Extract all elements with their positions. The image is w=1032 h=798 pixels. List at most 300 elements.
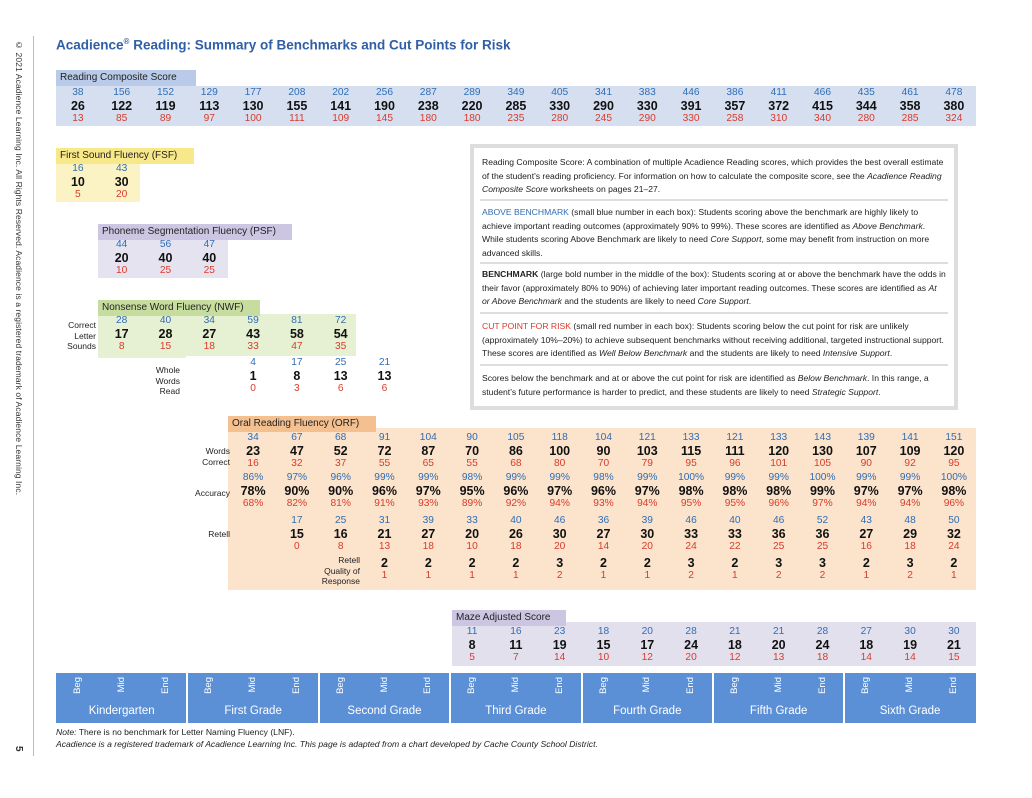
legend-divider <box>480 364 948 366</box>
nwf-cls-cell-above: 59 <box>247 315 259 326</box>
orf-rqr-cell <box>496 556 536 582</box>
composite-cell-cut: 89 <box>159 113 172 124</box>
orf-retell-cell-cut: 24 <box>685 541 697 552</box>
maze-cell-cut: 5 <box>469 652 475 663</box>
orf-wc-cell-cut: 65 <box>422 458 434 469</box>
fsf-cell-benchmark: 10 <box>70 175 85 189</box>
orf-acc-cell-above: 100% <box>940 472 967 483</box>
composite-cell <box>146 87 186 125</box>
period-tick: Beg <box>728 677 740 694</box>
composite-cell-benchmark: 330 <box>636 99 658 113</box>
psf-cell-cut: 25 <box>203 265 215 276</box>
composite-cell-above: 289 <box>463 87 481 98</box>
composite-cell-cut: 245 <box>595 113 612 124</box>
composite-cell <box>408 87 448 125</box>
maze-cell-above: 27 <box>860 626 872 637</box>
orf-rqr-cell <box>584 556 624 582</box>
orf-retell-cell-cut: 18 <box>904 541 916 552</box>
orf-retell-cell-benchmark: 16 <box>333 527 348 541</box>
composite-cell-benchmark: 220 <box>461 99 483 113</box>
orf-retell-cell-above: 33 <box>466 515 478 526</box>
orf-wc-cell-benchmark: 72 <box>377 444 392 458</box>
legend-italic: Acadience Reading Composite Score <box>482 170 942 194</box>
orf-retell-cell-benchmark: 27 <box>859 527 874 541</box>
maze-cell-above: 20 <box>641 626 653 637</box>
period-tick: Beg <box>466 677 478 694</box>
maze-cell-benchmark: 11 <box>509 638 523 652</box>
maze-cell-benchmark: 24 <box>815 638 830 652</box>
orf-retell-cell <box>452 515 492 553</box>
row-label-rqr <box>300 555 360 587</box>
orf-retell-cell-above: 40 <box>729 515 741 526</box>
orf-retell-cell-above: 43 <box>860 515 872 526</box>
maze-cell-above: 30 <box>904 626 916 637</box>
orf-wc-cell-cut: 80 <box>554 458 566 469</box>
maze-cell <box>540 626 580 664</box>
orf-acc-cell-above: 99% <box>549 472 570 483</box>
composite-cell <box>627 87 667 125</box>
orf-retell-cell-above: 17 <box>291 515 303 526</box>
nwf-cls-cell <box>233 315 273 353</box>
maze-cell <box>452 626 492 664</box>
orf-retell-cell-above: 36 <box>597 515 610 526</box>
orf-acc-cell-above: 99% <box>637 472 658 483</box>
period-tick: Beg <box>860 677 872 694</box>
orf-retell-cell-cut: 22 <box>729 541 741 552</box>
orf-acc-cell <box>803 472 843 510</box>
orf-rqr-cell-benchmark: 2 <box>731 556 739 570</box>
orf-acc-cell-cut: 95% <box>724 498 746 509</box>
orf-wc-cell <box>365 432 405 470</box>
maze-cell <box>846 626 886 664</box>
orf-retell-cell-above: 39 <box>641 515 653 526</box>
maze-cell-benchmark: 20 <box>771 638 786 652</box>
orf-wc-cell <box>321 432 361 470</box>
orf-rqr-cell-benchmark: 2 <box>600 556 607 570</box>
composite-cell <box>277 87 317 125</box>
composite-cell-benchmark: 119 <box>155 99 176 113</box>
orf-rqr-cell <box>759 556 799 582</box>
orf-retell-cell-above: 46 <box>685 515 697 526</box>
psf-cell-benchmark: 40 <box>202 251 217 265</box>
composite-cell <box>846 87 886 125</box>
orf-acc-cell-above: 100% <box>809 472 836 483</box>
orf-rqr-cell <box>408 556 448 582</box>
fsf-cell-above: 16 <box>72 163 84 174</box>
composite-cell-cut: 310 <box>770 113 788 124</box>
legend-italic: Above Benchmark <box>852 220 923 231</box>
orf-acc-cell-above: 97% <box>286 472 308 483</box>
maze-cell-above: 28 <box>685 626 697 637</box>
orf-acc-cell <box>759 472 799 510</box>
orf-retell-cell-benchmark: 30 <box>640 527 655 541</box>
orf-acc-cell-above: 99% <box>856 472 877 483</box>
nwf-wwr-cell-above: 17 <box>291 357 303 368</box>
row-label-line: Correct <box>202 456 230 467</box>
composite-cell-benchmark: 344 <box>855 99 877 113</box>
legend-italic: Core Support <box>697 296 749 306</box>
row-label-line: Words <box>155 375 180 386</box>
orf-wc-cell <box>759 432 799 470</box>
composite-cell-benchmark: 415 <box>812 99 833 113</box>
nwf-wwr-cell-cut: 0 <box>250 383 256 394</box>
period-tick: End <box>422 677 434 694</box>
orf-acc-cell-cut: 93% <box>418 498 439 509</box>
row-label-wwr <box>136 365 180 397</box>
legend-text: . <box>748 296 752 306</box>
period-tick: Mid <box>509 677 521 693</box>
orf-wc-cell-benchmark: 87 <box>421 444 436 458</box>
maze-cell-above: 28 <box>816 626 829 637</box>
legend-divider <box>480 312 948 314</box>
composite-cell-cut: 97 <box>203 113 215 124</box>
orf-wc-cell-above: 104 <box>595 432 612 443</box>
composite-cell-cut: 180 <box>463 113 481 124</box>
note-text: There is no benchmark for Letter Naming Fluency (LNF). <box>76 727 295 737</box>
row-label-line: Read <box>159 386 180 396</box>
orf-retell-cell <box>584 515 624 553</box>
orf-wc-cell <box>452 432 492 470</box>
composite-cell <box>890 87 930 125</box>
maze-cell-above: 21 <box>729 626 741 637</box>
orf-retell-cell <box>846 515 886 553</box>
orf-wc-cell-above: 143 <box>814 432 831 443</box>
orf-acc-cell-benchmark: 97% <box>547 484 573 498</box>
legend-divider <box>480 262 948 264</box>
orf-retell-cell-benchmark: 26 <box>508 527 523 541</box>
orf-wc-cell-above: 151 <box>945 432 963 443</box>
legend-text: . In this range, a student's future performance is harder to predict, and these students are likely to need <box>482 373 929 397</box>
orf-wc-cell-benchmark: 115 <box>681 444 702 458</box>
orf-retell-cell <box>759 515 799 553</box>
orf-wc-cell-above: 139 <box>857 432 875 443</box>
orf-acc-cell-cut: 97% <box>812 498 833 509</box>
orf-wc-cell-cut: 92 <box>904 458 916 469</box>
maze-cell-benchmark: 8 <box>468 638 476 652</box>
orf-acc-cell-cut: 94% <box>899 498 921 509</box>
orf-wc-cell-cut: 55 <box>378 458 391 469</box>
maze-cell-above: 18 <box>597 626 610 637</box>
orf-wc-cell-cut: 96 <box>729 458 741 469</box>
nwf-cls-cell-above: 40 <box>159 315 172 326</box>
maze-cell-benchmark: 17 <box>640 638 655 652</box>
composite-cell-cut: 145 <box>376 113 393 124</box>
orf-acc-cell-above: 98% <box>593 472 614 483</box>
orf-acc-cell-benchmark: 96% <box>371 484 398 498</box>
fsf-cell-cut: 5 <box>75 189 81 200</box>
legend-italic: Core Support <box>710 234 762 244</box>
orf-wc-cell <box>846 432 886 470</box>
orf-acc-cell <box>496 472 536 510</box>
orf-retell-cell-cut: 0 <box>294 541 300 552</box>
composite-cell-above: 202 <box>332 87 350 98</box>
maze-cell <box>715 626 755 664</box>
orf-wc-cell-above: 90 <box>466 432 478 443</box>
nwf-cls-cell-benchmark: 54 <box>333 327 348 341</box>
grade-separator <box>449 673 451 723</box>
orf-retell-cell-above: 25 <box>335 515 347 526</box>
orf-wc-cell <box>671 432 711 470</box>
composite-cell-cut: 258 <box>726 113 744 124</box>
legend-italic: Strategic Support <box>811 386 879 397</box>
maze-cell-cut: 7 <box>513 652 519 663</box>
orf-wc-cell-benchmark: 23 <box>246 444 261 458</box>
orf-retell-cell <box>671 515 711 553</box>
legend-text: (large bold number in the middle of the box): Students scoring at or above the benchmark have the odds in their favor (approximately 80% to 90%) of achieving later important reading outcomes. These scores are identified as <box>482 269 946 293</box>
legend-below <box>482 372 946 399</box>
period-tick: End <box>290 677 302 694</box>
composite-cell-cut: 280 <box>551 113 569 124</box>
orf-acc-cell-cut: 89% <box>461 498 483 509</box>
orf-retell-cell-cut: 13 <box>378 541 391 552</box>
orf-wc-cell-above: 133 <box>682 432 700 443</box>
orf-acc-cell-benchmark: 98% <box>722 484 748 498</box>
nwf-cls-cell-cut: 35 <box>335 341 347 352</box>
maze-cell <box>627 626 667 664</box>
orf-rqr-cell-benchmark: 2 <box>950 556 958 570</box>
nwf-cls-cell-cut: 15 <box>159 341 172 352</box>
composite-cell-above: 256 <box>376 87 393 98</box>
composite-cell-above: 461 <box>901 87 919 98</box>
composite-cell-above: 386 <box>726 87 744 98</box>
orf-wc-cell-benchmark: 86 <box>508 444 523 458</box>
title-brand: Acadience <box>56 37 124 53</box>
fsf-label: First Sound Fluency (FSF) <box>56 148 194 164</box>
maze-cell <box>584 626 624 664</box>
period-tick: Mid <box>247 677 259 693</box>
composite-cell-benchmark: 141 <box>330 99 352 113</box>
period-tick: End <box>947 677 959 694</box>
orf-retell-cell-benchmark: 32 <box>946 527 961 541</box>
composite-cell-benchmark: 372 <box>768 99 790 113</box>
orf-rqr-cell-cut: 2 <box>819 570 826 581</box>
maze-cell-benchmark: 19 <box>903 638 918 652</box>
composite-cell <box>189 87 229 125</box>
grade-separator <box>318 673 320 723</box>
nwf-wwr-cell-above: 21 <box>378 357 391 368</box>
nwf-cls-cell-benchmark: 43 <box>246 327 261 341</box>
row-label-line: Accuracy <box>195 488 230 498</box>
orf-retell-cell-above: 52 <box>816 515 829 526</box>
maze-cell-cut: 14 <box>904 652 916 663</box>
orf-acc-cell-above: 99% <box>899 472 921 483</box>
psf-cell-benchmark: 20 <box>114 251 129 265</box>
orf-retell-cell-above: 50 <box>948 515 960 526</box>
orf-retell-cell-cut: 14 <box>597 541 610 552</box>
legend-cut-heading: CUT POINT FOR RISK <box>482 321 571 331</box>
orf-wc-cell-benchmark: 130 <box>812 444 833 458</box>
orf-wc-cell-cut: 90 <box>860 458 872 469</box>
orf-wc-cell <box>233 432 273 470</box>
composite-cell-benchmark: 130 <box>242 99 264 113</box>
orf-retell-cell-above: 46 <box>554 515 566 526</box>
orf-rqr-cell-benchmark: 2 <box>468 556 476 570</box>
composite-cell-above: 156 <box>113 87 131 98</box>
period-tick: Mid <box>772 677 784 693</box>
orf-retell-cell-benchmark: 27 <box>596 527 611 541</box>
composite-cell-benchmark: 391 <box>680 99 702 113</box>
composite-cell-above: 208 <box>288 87 306 98</box>
fsf-cell <box>58 163 98 201</box>
composite-cell <box>58 87 98 125</box>
orf-wc-cell-benchmark: 111 <box>725 444 745 458</box>
fsf-cell <box>102 163 142 201</box>
orf-wc-cell-above: 91 <box>378 432 391 443</box>
orf-retell-cell <box>277 515 317 553</box>
nwf-cls-cell-benchmark: 28 <box>158 327 173 341</box>
nwf-wwr-cell-cut: 3 <box>294 383 300 394</box>
orf-wc-cell-benchmark: 47 <box>289 444 304 458</box>
composite-cell <box>540 87 580 125</box>
legend-text: . <box>878 386 881 397</box>
orf-wc-cell-above: 121 <box>638 432 656 443</box>
legend-text: worksheets on pages 21–27. <box>547 184 661 194</box>
period-tick: Mid <box>641 677 653 693</box>
orf-wc-cell-cut: 68 <box>510 458 522 469</box>
legend-box <box>470 144 958 410</box>
orf-wc-cell-cut: 95 <box>685 458 697 469</box>
composite-cell-benchmark: 290 <box>593 99 614 113</box>
orf-acc-cell-cut: 94% <box>856 498 877 509</box>
left-rule <box>33 36 34 756</box>
orf-retell-cell-benchmark: 33 <box>684 527 699 541</box>
orf-rqr-cell-cut: 2 <box>907 570 913 581</box>
orf-rqr-cell <box>627 556 667 582</box>
nwf-wwr-cell-benchmark: 1 <box>249 369 257 383</box>
composite-cell-above: 435 <box>857 87 875 98</box>
maze-cell-above: 30 <box>948 626 960 637</box>
nwf-cls-cell-cut: 18 <box>203 341 215 352</box>
row-label-line: Correct <box>68 320 96 330</box>
note-lead: Note: <box>56 727 77 737</box>
maze-cell-cut: 18 <box>816 652 829 663</box>
grade-label: Kindergarten <box>88 705 155 717</box>
orf-rqr-cell-benchmark: 2 <box>862 556 870 570</box>
nwf-cls-cell-above: 28 <box>116 315 128 326</box>
legend-text: (small blue number in each box): Students scoring above the benchmark are highly likely to achieve important reading outcomes (approximately 90% to 99%). These scores are identified as <box>482 207 919 231</box>
nwf-cls-cell-cut: 33 <box>247 341 259 352</box>
orf-acc-cell <box>584 472 624 510</box>
orf-acc-cell-above: 100% <box>678 472 705 483</box>
nwf-wwr-cell-benchmark: 13 <box>333 369 348 383</box>
maze-cell <box>671 626 711 664</box>
orf-acc-cell <box>890 472 930 510</box>
composite-cell-cut: 235 <box>507 113 525 124</box>
note-lnf <box>56 727 295 737</box>
orf-rqr-cell-benchmark: 3 <box>906 556 914 570</box>
maze-cell-cut: 10 <box>597 652 610 663</box>
orf-acc-cell <box>671 472 711 510</box>
orf-wc-cell-above: 133 <box>770 432 788 443</box>
orf-rqr-cell-cut: 1 <box>513 570 519 581</box>
composite-cell <box>671 87 711 125</box>
maze-cell-cut: 20 <box>685 652 697 663</box>
orf-rqr-cell-cut: 1 <box>600 570 607 581</box>
orf-wc-cell <box>277 432 317 470</box>
orf-acc-cell <box>277 472 317 510</box>
nwf-wwr-cell-above: 4 <box>250 357 256 368</box>
psf-label: Phoneme Segmentation Fluency (PSF) <box>98 224 292 240</box>
psf-cell-above: 44 <box>116 239 128 250</box>
orf-rqr-cell <box>715 556 755 582</box>
orf-rqr-cell <box>540 556 580 582</box>
maze-cell <box>890 626 930 664</box>
orf-acc-cell-cut: 95% <box>680 498 702 509</box>
orf-rqr-cell-cut: 2 <box>688 570 694 581</box>
orf-wc-cell-cut: 37 <box>335 458 347 469</box>
composite-cell-benchmark: 26 <box>70 99 85 113</box>
maze-cell <box>934 626 974 664</box>
nwf-cls-cell-above: 81 <box>291 315 303 326</box>
orf-acc-cell-above: 99% <box>374 472 395 483</box>
orf-wc-cell <box>627 432 667 470</box>
grade-separator <box>843 673 845 723</box>
orf-retell-cell <box>627 515 667 553</box>
orf-acc-cell-benchmark: 98% <box>766 484 792 498</box>
orf-rqr-cell-benchmark: 3 <box>687 556 695 570</box>
orf-acc-cell-cut: 91% <box>374 498 395 509</box>
composite-cell <box>321 87 361 125</box>
nwf-cls-cell <box>189 315 229 353</box>
legend-above <box>482 206 946 260</box>
nwf-cls-cell-above: 34 <box>203 315 215 326</box>
legend-cut-point <box>482 320 946 361</box>
orf-acc-cell-benchmark: 96% <box>503 484 529 498</box>
orf-retell-cell-benchmark: 36 <box>815 527 830 541</box>
legend-benchmark <box>482 268 946 309</box>
maze-cell-benchmark: 18 <box>859 638 874 652</box>
fsf-cell-above: 43 <box>116 163 128 174</box>
period-tick: End <box>816 677 828 694</box>
orf-acc-cell <box>934 472 974 510</box>
orf-rqr-cell <box>365 556 405 582</box>
orf-retell-cell-cut: 18 <box>510 541 522 552</box>
orf-rqr-cell-cut: 1 <box>644 570 651 581</box>
orf-acc-cell-above: 86% <box>242 472 264 483</box>
maze-cell-cut: 14 <box>860 652 872 663</box>
row-label-line: Response <box>321 576 360 586</box>
orf-retell-cell-above: 46 <box>773 515 785 526</box>
composite-cell-cut: 324 <box>945 113 963 124</box>
composite-cell-cut: 290 <box>638 113 656 124</box>
psf-cell-cut: 25 <box>159 265 172 276</box>
orf-acc-cell <box>540 472 580 510</box>
nwf-wwr-cell-benchmark: 13 <box>377 369 392 383</box>
row-label-line: Sounds <box>67 341 96 351</box>
composite-cell-cut: 280 <box>857 113 875 124</box>
orf-wc-cell-above: 121 <box>726 432 744 443</box>
maze-cell-above: 16 <box>510 626 522 637</box>
orf-retell-cell-benchmark: 29 <box>903 527 918 541</box>
maze-cell-benchmark: 19 <box>552 638 567 652</box>
orf-rqr-cell <box>803 556 843 582</box>
orf-retell-cell-above: 48 <box>904 515 916 526</box>
title-text: Reading: Summary of Benchmarks and Cut Points for Risk <box>129 37 511 53</box>
nwf-wwr-cell <box>321 357 361 395</box>
nwf-cls-cell-cut: 8 <box>118 341 125 352</box>
orf-retell-cell-cut: 24 <box>948 541 960 552</box>
composite-cell-benchmark: 357 <box>724 99 746 113</box>
legend-italic: At or Above Benchmark <box>482 282 937 306</box>
legend-text: . While students scoring Above Benchmark are likely to need <box>482 220 926 244</box>
note-trademark-text: Acadience is a registered trademark of Acadience Learning Inc. This page is adapted from a chart developed by Cache County School District. <box>56 739 598 749</box>
composite-cell <box>496 87 536 125</box>
maze-cell-benchmark: 21 <box>946 638 961 652</box>
legend-text: . <box>889 348 893 358</box>
composite-cell <box>365 87 405 125</box>
orf-retell-cell <box>715 515 755 553</box>
maze-cell-cut: 15 <box>948 652 960 663</box>
